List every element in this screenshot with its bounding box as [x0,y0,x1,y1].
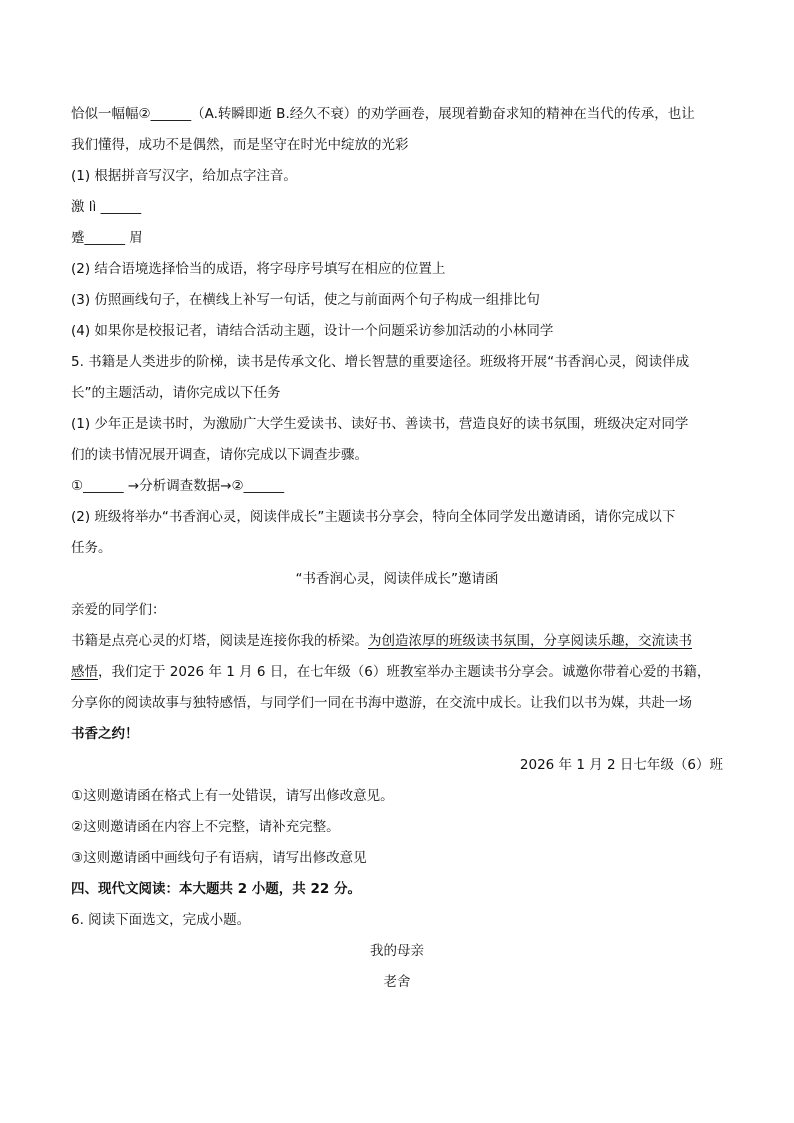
document-page [71,99,723,998]
subquestion-1: 们的读书情况展开调查，请你完成以下调查步骤。 [71,447,368,463]
invitation-body: 分享你的阅读故事与独特感悟，与同学们一同在书海中遨游，在交流中成长。让我们以书为媒，共赴一场 [71,695,692,711]
text-line: 恰似一幅幅②______（A.转瞬即逝 B.经久不衰）的劝学画卷，展现着勤奋求知的精神在当代的传承，也让 [71,106,695,122]
underlined-sentence: 为创造浓厚的班级读书氛围，分享阅读乐趣，交流读书 [368,633,692,649]
survey-steps: ①______ →分析调查数据→②______ [71,478,285,494]
invitation-text: ，我们定于 2026 年 1 月 6 日，在七年级（6）班教室举办主题读书分享会。诚邀你带着心爱的书籍， [98,664,711,680]
pinyin-blank: 蹙______ 眉 [71,230,143,246]
question-2: (2) 结合语境选择恰当的成语，将字母序号填写在相应的位置上 [71,261,446,277]
passage-author: 老舍 [383,974,411,990]
text-line: 我们懂得，成功不是偶然，而是坚守在时光中绽放的光彩 [71,137,409,153]
invitation-salutation: 亲爱的同学们： [71,602,166,618]
question-5-stem: 5. 书籍是人类进步的阶梯，读书是传承文化、增长智慧的重要途径。班级将开展“书香润心灵，阅读伴成 [71,354,690,370]
invitation-body: 书香之约！ [71,726,139,742]
question-3: (3) 仿照画线句子，在横线上补写一句话，使之与前面两个句子构成一组排比句 [71,292,540,308]
question-4: (4) 如果你是校报记者，请结合活动主题，设计一个问题采访参加活动的小林同学 [71,323,554,339]
invitation-question: ③这则邀请函中画线句子有语病，请写出修改意见 [71,850,367,866]
subquestion-2: 任务。 [71,540,112,556]
subquestion-1: (1) 少年正是读书时，为激励广大学生爱读书、读好书、善读书，营造良好的读书氛围，班级决定对同学 [71,416,689,432]
section-heading: 四、现代文阅读：本大题共 2 小题，共 22 分。 [71,881,361,897]
invitation-title: “书香润心灵，阅读伴成长”邀请函 [295,571,499,587]
invitation-text: 书籍是点亮心灵的灯塔，阅读是连接你我的桥梁。 [71,633,368,649]
invitation-question: ①这则邀请函在格式上有一处错误，请写出修改意见。 [71,788,394,804]
pinyin-blank: 激 lì ______ [71,199,142,215]
invitation-body [71,657,723,688]
question-6: 6. 阅读下面选文，完成小题。 [71,912,251,928]
invitation-question: ②这则邀请函在内容上不完整，请补充完整。 [71,819,340,835]
question-1: (1) 根据拼音写汉字，给加点字注音。 [71,168,297,184]
passage-title: 我的母亲 [370,943,424,959]
invitation-body [71,626,723,657]
subquestion-2: (2) 班级将举办“书香润心灵，阅读伴成长”主题读书分享会，特向全体同学发出邀请函，请你完成以下 [71,509,676,525]
underlined-sentence: 感悟 [71,664,98,680]
question-5-stem: 长”的主题活动，请你完成以下任务 [71,385,281,401]
invitation-signature: 2026 年 1 月 2 日七年级（6）班 [519,757,723,773]
